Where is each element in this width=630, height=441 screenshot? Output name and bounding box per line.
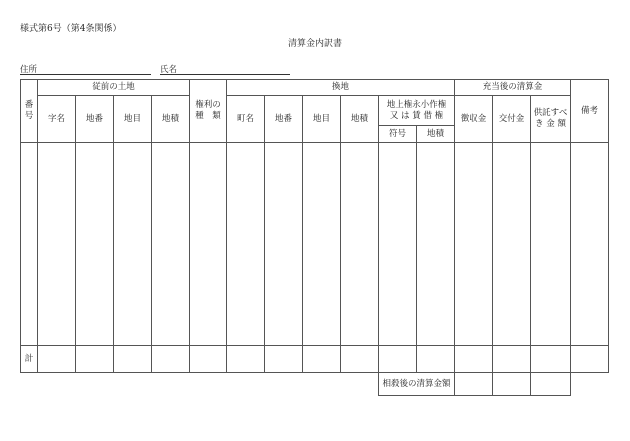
entry-cell[interactable] xyxy=(152,143,190,346)
entry-cell[interactable] xyxy=(190,143,227,346)
total-cell[interactable] xyxy=(114,346,152,373)
entry-cell[interactable] xyxy=(417,143,455,346)
total-cell[interactable] xyxy=(379,346,417,373)
total-cell[interactable] xyxy=(571,346,609,373)
address-field-line[interactable] xyxy=(20,74,151,75)
total-cell[interactable] xyxy=(76,346,114,373)
entry-row xyxy=(21,143,609,346)
entry-cell[interactable] xyxy=(379,143,417,346)
allocated-settlement-header: 充当後の清算金 xyxy=(455,80,571,96)
offset-amount-label: 相殺後の清算金額 xyxy=(379,373,455,396)
total-label: 計 xyxy=(21,346,38,373)
total-cell[interactable] xyxy=(303,346,341,373)
payment-header: 交付金 xyxy=(493,96,531,143)
replot-category-header: 地目 xyxy=(303,96,341,143)
entry-cell[interactable] xyxy=(493,143,531,346)
replot-lot-header: 地番 xyxy=(265,96,303,143)
replot-area-header: 地積 xyxy=(341,96,379,143)
row-number-header: 番号 xyxy=(21,80,38,143)
entry-cell[interactable] xyxy=(21,143,38,346)
total-cell[interactable] xyxy=(190,346,227,373)
prior-area-header: 地積 xyxy=(152,96,190,143)
entry-cell[interactable] xyxy=(114,143,152,346)
prior-name-header: 字名 xyxy=(38,96,76,143)
form-number: 様式第6号（第4条関係） xyxy=(20,24,122,34)
settlement-breakdown-table xyxy=(20,79,609,396)
offset-cell[interactable] xyxy=(493,373,531,396)
total-cell[interactable] xyxy=(531,346,571,373)
prior-land-header: 従前の土地 xyxy=(38,80,190,96)
entry-cell[interactable] xyxy=(341,143,379,346)
name-field-line[interactable] xyxy=(160,74,290,75)
surface-rights-header: 地上権永小作権 又 は 賃 借 権 xyxy=(379,96,455,126)
entry-cell[interactable] xyxy=(265,143,303,346)
entry-cell[interactable] xyxy=(303,143,341,346)
deposit-header: 供託すべ き 金 額 xyxy=(531,96,571,143)
name-label: 氏名 xyxy=(160,65,178,75)
total-cell[interactable] xyxy=(341,346,379,373)
entry-cell[interactable] xyxy=(227,143,265,346)
total-cell[interactable] xyxy=(38,346,76,373)
total-row xyxy=(21,346,609,373)
collection-header: 徴収金 xyxy=(455,96,493,143)
entry-cell[interactable] xyxy=(571,143,609,346)
remarks-header: 備考 xyxy=(571,80,609,143)
entry-cell[interactable] xyxy=(76,143,114,346)
offset-cell[interactable] xyxy=(455,373,493,396)
entry-cell[interactable] xyxy=(455,143,493,346)
offset-row xyxy=(21,373,609,396)
document-title: 清算金内訳書 xyxy=(287,39,342,49)
total-cell[interactable] xyxy=(493,346,531,373)
surface-area-header: 地積 xyxy=(417,126,455,143)
right-type-header: 権利の 種 類 xyxy=(190,80,227,143)
symbol-header: 符号 xyxy=(379,126,417,143)
replot-land-header: 換地 xyxy=(227,80,455,96)
entry-cell[interactable] xyxy=(531,143,571,346)
replot-town-header: 町名 xyxy=(227,96,265,143)
prior-category-header: 地目 xyxy=(114,96,152,143)
address-label: 住所 xyxy=(20,65,38,75)
total-cell[interactable] xyxy=(265,346,303,373)
total-cell[interactable] xyxy=(417,346,455,373)
total-cell[interactable] xyxy=(455,346,493,373)
total-cell[interactable] xyxy=(152,346,190,373)
offset-cell[interactable] xyxy=(531,373,571,396)
prior-lot-header: 地番 xyxy=(76,96,114,143)
entry-cell[interactable] xyxy=(38,143,76,346)
total-cell[interactable] xyxy=(227,346,265,373)
